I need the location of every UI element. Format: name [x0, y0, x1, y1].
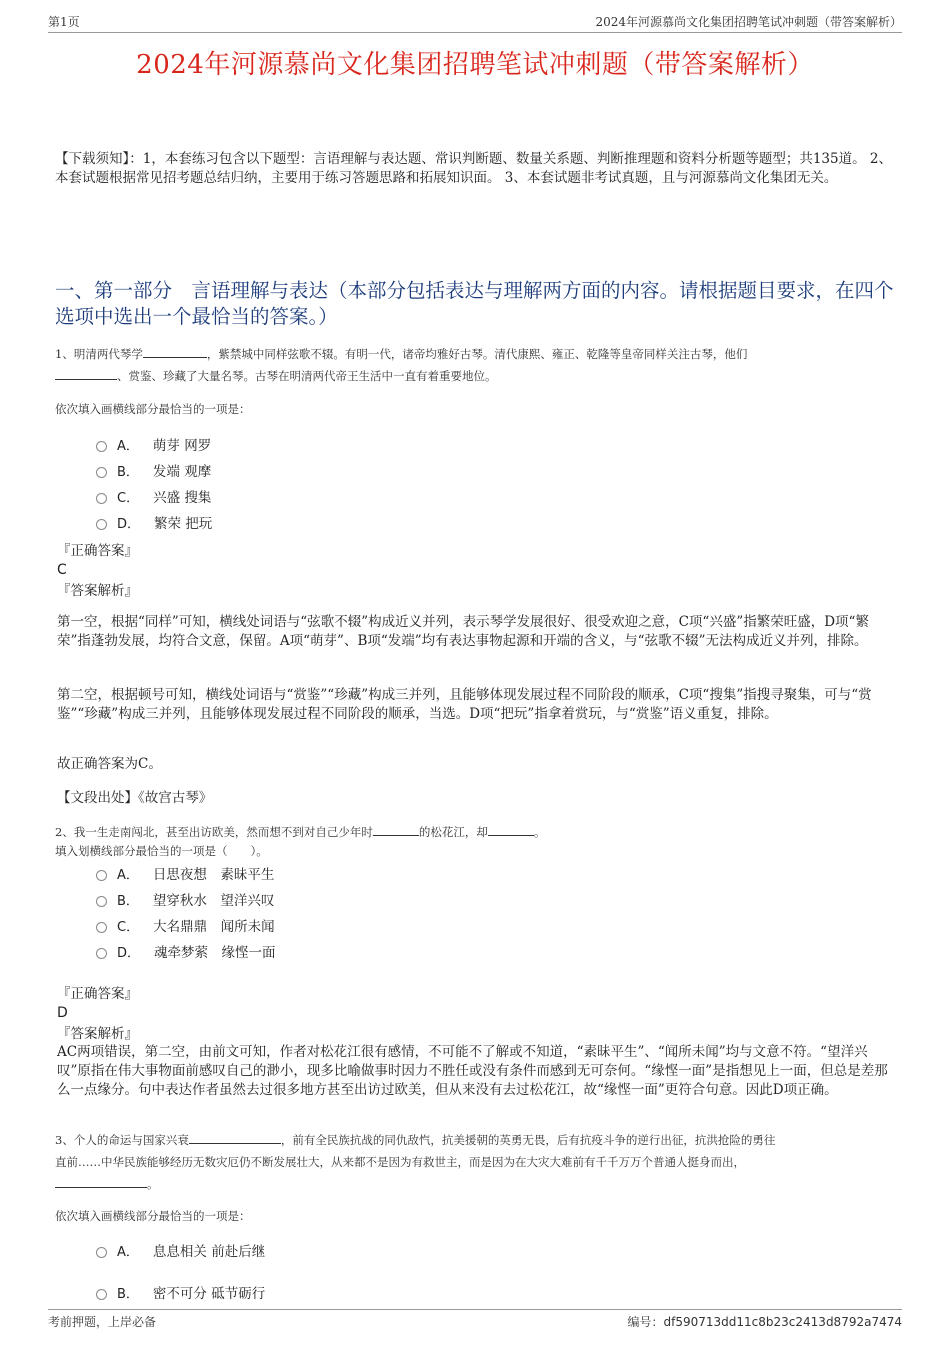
- option-letter: B．: [117, 894, 139, 909]
- option-text: 发端 观摩: [152, 464, 212, 480]
- option-text: 兴盛 搜集: [153, 490, 212, 506]
- q1-answer: C: [57, 562, 67, 578]
- radio-icon[interactable]: [96, 493, 107, 504]
- q1-option-b[interactable]: [96, 461, 212, 483]
- option-text: 息息相关 前赴后继: [152, 1244, 266, 1260]
- section-heading: 一、第一部分 言语理解与表达（本部分包括表达与理解两方面的内容。请根据题目要求，在四个选项中选出一个最恰当的答案。）: [55, 279, 894, 328]
- q2-options: [96, 864, 276, 964]
- radio-icon[interactable]: [96, 922, 107, 933]
- q1-option-c[interactable]: [96, 487, 212, 509]
- q3-stem-part: 直前……中华民族能够经历无数灾厄仍不断发展壮大，从来都不是因为有救世主，而是因为在大灾大难前有千千万万个普通人挺身而出，: [55, 1155, 745, 1169]
- q3-option-a[interactable]: [96, 1241, 265, 1263]
- radio-icon[interactable]: [96, 519, 107, 530]
- footer-code: [628, 1313, 902, 1330]
- q2-stem-part: 2、我一生走南闯北，甚至出访欧美，然而想不到对自己少年时: [55, 825, 373, 839]
- q2-option-d[interactable]: [96, 942, 276, 964]
- option-letter: C．: [117, 491, 140, 506]
- radio-icon[interactable]: [96, 1289, 107, 1300]
- option-letter: D．: [117, 517, 141, 532]
- footer-divider: [48, 1309, 902, 1310]
- radio-icon[interactable]: [96, 441, 107, 452]
- q2-answer: D: [57, 1005, 68, 1021]
- option-letter: B．: [117, 1287, 139, 1302]
- q2-stem-part: 。: [533, 825, 546, 839]
- radio-icon[interactable]: [96, 467, 107, 478]
- radio-icon[interactable]: [96, 870, 107, 881]
- q2-blank-2: [488, 821, 534, 836]
- footer-code-label: 编号：: [627, 1315, 664, 1329]
- option-letter: D．: [117, 946, 141, 961]
- q1-blank-1: [143, 343, 207, 358]
- q2-analysis: AC两项错误，第二空，由前文可知，作者对松花江很有感情，不可能不了解或不知道，“素昧平生”、“闻所未闻”均与文意不符。“望洋兴叹”原指在伟大事物面前感叹自己的渺小，现多比喻做事时因力不胜任或没有条件而感到无可奈何。“缘悭一面”是指想见上一面，但总是差那么一点缘分。句中表达作者虽然去过很多地方甚至出访过欧美，但从来没有去过松花江，故“缘悭一面”更符合句意。因此D项正确。: [57, 1044, 888, 1098]
- q1-prompt: 依次填入画横线部分最恰当的一项是：: [55, 402, 251, 416]
- q1-options: [96, 435, 212, 535]
- option-letter: A．: [117, 868, 139, 883]
- option-letter: A．: [117, 439, 139, 454]
- download-notice: 【下载须知】：1，本套练习包含以下题型：言语理解与表达题、常识判断题、数量关系题、判断推理题和资料分析题等题型；共135道。 2、本套试题根据常见招考题总结归纳，主要用于练习答题思路和拓展知识面。 3、本套试题非考试真题，且与河源慕尚文化集团无关。: [55, 151, 892, 186]
- q2-stem-part: 的松花江，却: [418, 825, 488, 839]
- q1-analysis-p1: 第一空，根据“同样”可知，横线处词语与“弦歌不辍”构成近义并列，表示琴学发展很好、很受欢迎之意，C项“兴盛”指繁荣旺盛，D项“繁荣”指蓬勃发展，均符合文意，保留。A项“萌芽”、B项“发端”均有表达事物起源和开端的含义，与“弦歌不辍”无法构成近义并列，排除。: [57, 614, 869, 649]
- q2-answer-label: 『正确答案』: [57, 986, 138, 1002]
- q3-prompt: 依次填入画横线部分最恰当的一项是：: [55, 1209, 251, 1223]
- option-letter: B．: [117, 465, 139, 480]
- page-title: 2024年河源慕尚文化集团招聘笔试冲刺题（带答案解析）: [136, 50, 814, 80]
- option-text: 密不可分 砥节砺行: [152, 1286, 266, 1302]
- q1-answer-label: 『正确答案』: [57, 543, 138, 559]
- page-number: 第1页: [48, 15, 80, 29]
- q3-stem-part: ，前有全民族抗战的同仇敌忾，抗美援朝的英勇无畏，后有抗疫斗争的逆行出征，抗洪抢险的勇往: [280, 1133, 776, 1147]
- q1-analysis-p2: 第二空，根据顿号可知，横线处词语与“赏鉴”“珍藏”构成三并列，且能够体现发展过程不同阶段的顺承，C项“搜集”指搜寻聚集，可与“赏鉴”“珍藏”构成三并列，且能够体现发展过程不同阶段的顺承，当选。D项“把玩”指拿着赏玩，与“赏鉴”语义重复，排除。: [57, 687, 872, 722]
- q1-option-d[interactable]: [96, 513, 212, 535]
- q1-blank-2: [55, 365, 117, 380]
- q3-stem: [55, 1129, 895, 1195]
- option-text: 繁荣 把玩: [154, 516, 213, 532]
- q3-stem-part: 3、个人的命运与国家兴衰: [55, 1133, 189, 1147]
- option-text: 日思夜想 素昧平生: [152, 867, 275, 883]
- q3-stem-part: 。: [147, 1177, 159, 1191]
- option-letter: C．: [117, 920, 140, 935]
- q3-options: [96, 1241, 265, 1305]
- q2-blank-1: [373, 821, 419, 836]
- q1-source: 【文段出处】《故宫古琴》: [57, 790, 213, 806]
- footer-code-value: df590713dd11c8b23c2413d8792a7474: [663, 1315, 902, 1329]
- radio-icon[interactable]: [96, 1247, 107, 1258]
- q2-option-b[interactable]: [96, 890, 276, 912]
- q3-blank-1: [189, 1129, 281, 1144]
- option-text: 魂牵梦萦 缘悭一面: [154, 945, 276, 961]
- footer-slogan: 考前押题，上岸必备: [48, 1315, 157, 1329]
- option-letter: A．: [117, 1245, 139, 1260]
- option-text: 望穿秋水 望洋兴叹: [152, 893, 275, 909]
- header-doc-title: 2024年河源慕尚文化集团招聘笔试冲刺题（带答案解析）: [595, 15, 902, 29]
- q2-prompt: 填入划横线部分最恰当的一项是（ ）。: [55, 844, 268, 858]
- q2-analysis-label: 『答案解析』: [57, 1026, 138, 1042]
- q3-blank-2: [55, 1173, 147, 1188]
- option-text: 萌芽 网罗: [152, 438, 212, 454]
- q3-option-b[interactable]: [96, 1283, 265, 1305]
- header-divider: [48, 32, 902, 33]
- q1-analysis-p3: 故正确答案为C。: [57, 756, 162, 772]
- radio-icon[interactable]: [96, 948, 107, 959]
- q2-option-c[interactable]: [96, 916, 276, 938]
- option-text: 大名鼎鼎 闻所未闻: [153, 919, 275, 935]
- q1-stem-part: 、赏鉴、珍藏了大量名琴。古琴在明清两代帝王生活中一直有着重要地位。: [117, 369, 497, 383]
- q1-analysis-label: 『答案解析』: [57, 583, 138, 599]
- q2-option-a[interactable]: [96, 864, 276, 886]
- q2-stem: [55, 821, 895, 860]
- q1-stem-part: 1、明清两代琴学: [55, 347, 143, 361]
- q1-option-a[interactable]: [96, 435, 212, 457]
- q1-stem: [55, 343, 895, 387]
- q1-stem-part: ，紫禁城中同样弦歌不辍。有明一代，诸帝均雅好古琴。清代康熙、雍正、乾隆等皇帝同样关注古琴，他们: [206, 347, 748, 361]
- radio-icon[interactable]: [96, 896, 107, 907]
